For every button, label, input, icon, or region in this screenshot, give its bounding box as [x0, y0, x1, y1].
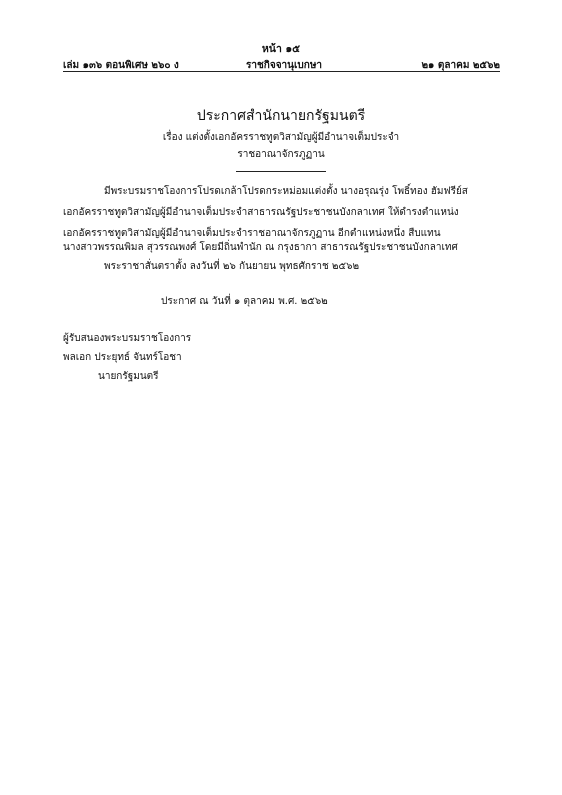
announcement-date: ประกาศ ณ วันที่ ๑ ตุลาคม พ.ศ. ๒๕๖๒: [161, 296, 328, 307]
signature-position: นายกรัฐมนตรี: [98, 371, 159, 382]
announcement-title: ประกาศสำนักนายกรัฐมนตรี: [196, 108, 366, 124]
publication-date: ๒๑ ตุลาคม ๒๕๖๒: [421, 60, 500, 71]
publication-name: ราชกิจจานุเบกษา: [246, 60, 323, 71]
announcement-subject-continued: ราชอาณาจักรภูฏาน: [237, 149, 325, 160]
signature-countersign: ผู้รับสนองพระบรมราชโองการ: [63, 333, 192, 344]
royal-command-date: พระราชาสั่นตราตั้ง ลงวันที่ ๒๖ กันยายน พุทธศักราช ๒๕๖๒: [104, 261, 360, 272]
body-paragraph-line: มีพระบรมราชโองการโปรดเกล้าโปรดกระหม่อมแต่งตั้ง นางอรุณรุ่ง โพธิ์ทอง ฮัมฟรีย์ส: [104, 186, 468, 197]
body-paragraph-line: นางสาวพรรณพิมล สุวรรณพงศ์ โดยมีถิ่นพำนัก ณ กรุงธากา สาธารณรัฐประชาชนบังกลาเทศ: [63, 242, 458, 253]
signature-name: พลเอก ประยุทธ์ จันทร์โอชา: [63, 352, 182, 363]
body-paragraph-line: เอกอัครราชทูตวิสามัญผู้มีอำนาจเต็มประจำสาธารณรัฐประชาชนบังกลาเทศ ให้ดำรงตำแหน่ง: [63, 207, 459, 218]
volume-issue: เล่ม ๑๓๖ ตอนพิเศษ ๒๖๐ ง: [63, 60, 179, 71]
page-number: หน้า ๑๕: [261, 43, 301, 55]
announcement-subject: เรื่อง แต่งตั้งเอกอัครราชทูตวิสามัญผู้มีอำนาจเต็มประจำ: [162, 132, 400, 143]
body-paragraph-line: เอกอัครราชทูตวิสามัญผู้มีอำนาจเต็มประจำราชอาณาจักรภูฏาน อีกตำแหน่งหนึ่ง สืบแทน: [63, 228, 441, 239]
header-divider: [63, 71, 500, 72]
title-divider: [236, 171, 326, 172]
